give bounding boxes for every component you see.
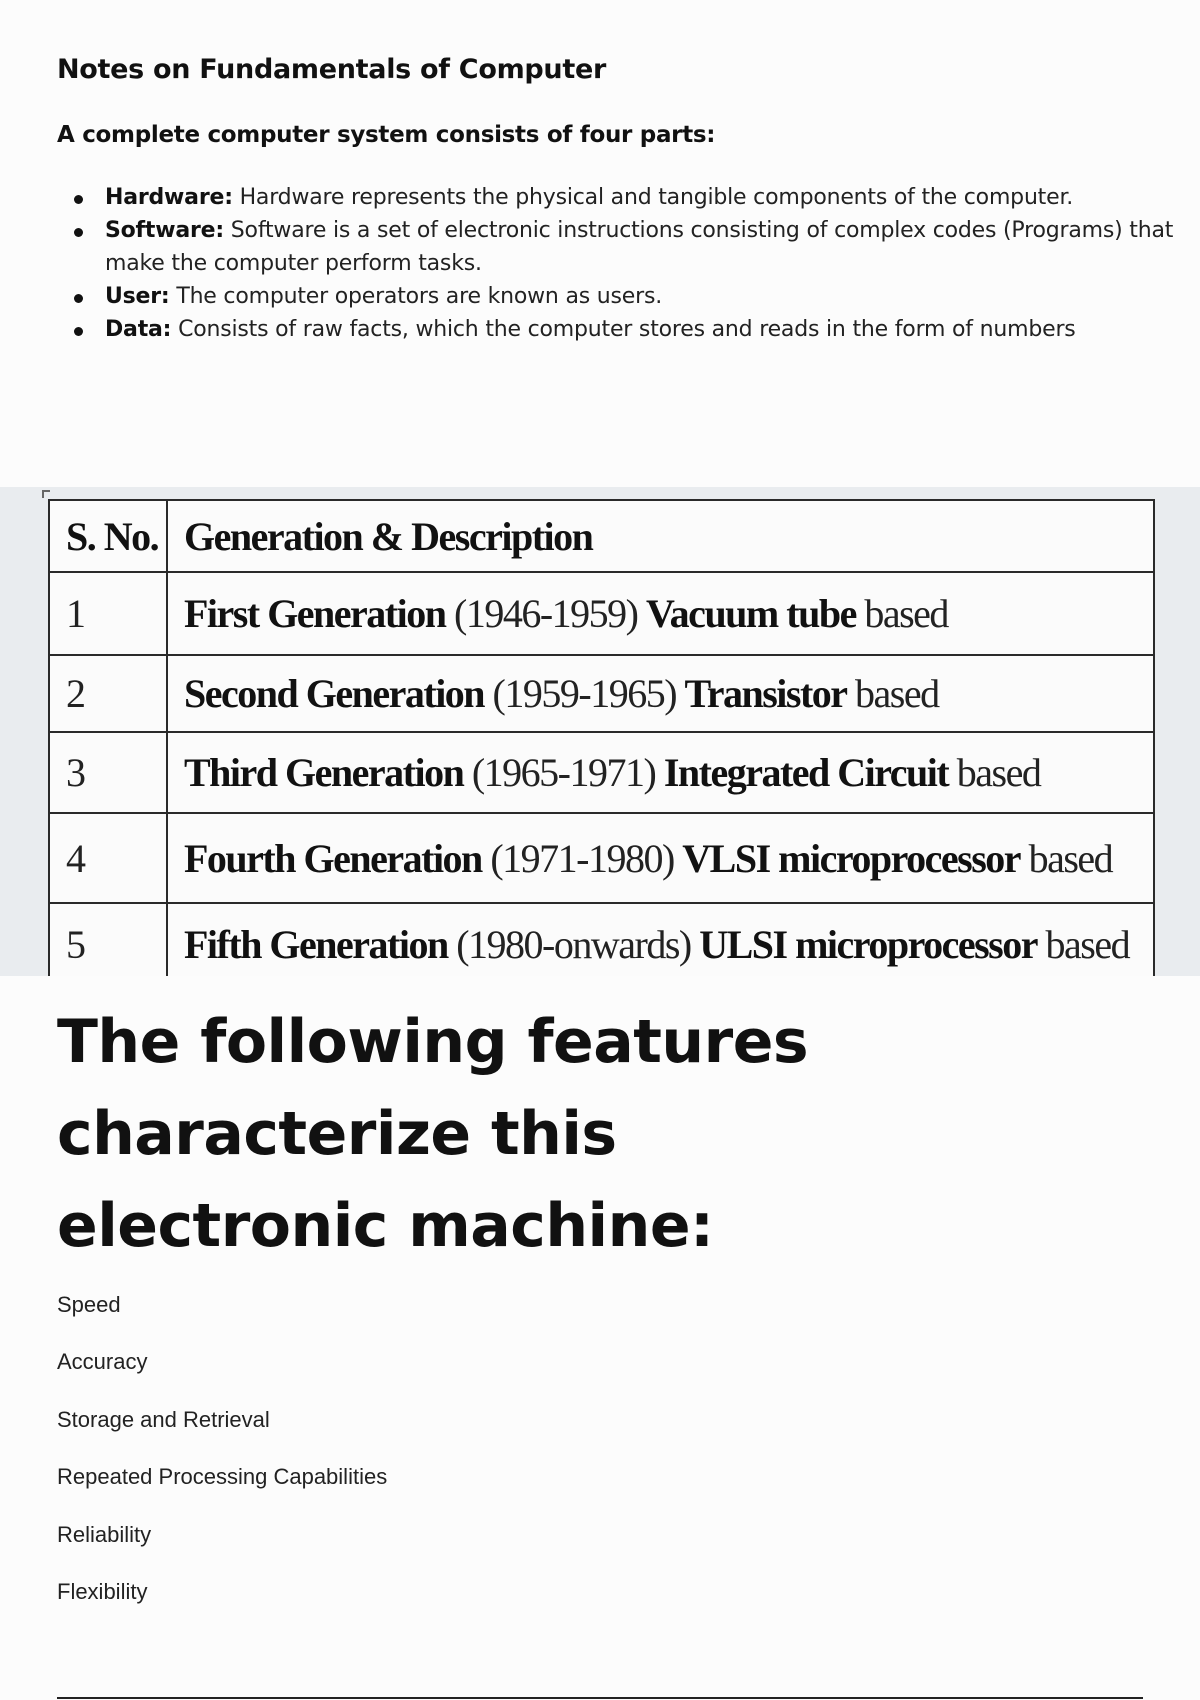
features-heading: The following features characterize this electronic machine: xyxy=(57,1007,809,1261)
term-label: Hardware: xyxy=(105,185,233,210)
generation-technology: ULSI microprocessor xyxy=(699,921,1038,967)
cell-description xyxy=(167,732,1154,813)
term-description: Consists of raw facts, which the computer stores and reads in the form of numbers xyxy=(171,317,1076,342)
document-title: Notes on Fundamentals of Computer xyxy=(57,54,606,85)
generation-technology: Transistor xyxy=(684,671,847,716)
generation-name: First Generation xyxy=(184,591,446,636)
generation-suffix: based xyxy=(956,750,1041,795)
feature-item: Repeated Processing Capabilities xyxy=(57,1464,388,1490)
table-row xyxy=(49,655,1154,732)
cell-sno: 5 xyxy=(49,903,167,976)
generation-years: (1946-1959) xyxy=(454,591,638,636)
feature-item: Storage and Retrieval xyxy=(57,1406,270,1432)
table-move-handle-icon xyxy=(42,490,50,498)
cell-sno: 3 xyxy=(49,732,167,813)
generation-suffix: based xyxy=(1045,921,1130,967)
feature-item: Reliability xyxy=(57,1521,152,1547)
generation-years: (1965-1971) xyxy=(471,750,656,795)
table-row xyxy=(49,572,1154,655)
term-description: The computer operators are known as users. xyxy=(169,284,663,309)
cell-sno: 2 xyxy=(49,655,167,732)
features-list xyxy=(57,1292,387,1636)
cell-description xyxy=(167,655,1154,732)
generation-years: (1980-onwards) xyxy=(456,921,691,967)
header-sno: S. No. xyxy=(49,500,167,572)
intro-text: A complete computer system consists of four parts: xyxy=(57,122,716,148)
generation-years: (1959-1965) xyxy=(492,671,677,716)
generation-name: Fourth Generation xyxy=(184,835,482,881)
generations-table xyxy=(48,499,1155,976)
table-row xyxy=(49,903,1154,976)
generation-name: Fifth Generation xyxy=(184,921,448,967)
list-item-user xyxy=(105,280,1175,313)
term-label: User: xyxy=(105,284,170,309)
generation-name: Third Generation xyxy=(184,750,464,795)
header-generation: Generation & Description xyxy=(167,500,1154,572)
generation-suffix: based xyxy=(855,671,939,716)
list-item-data xyxy=(105,313,1175,346)
cell-description xyxy=(167,903,1154,976)
generation-name: Second Generation xyxy=(184,671,485,716)
term-description: Hardware represents the physical and tangible components of the computer. xyxy=(232,185,1074,210)
table-row xyxy=(49,813,1154,903)
cell-description xyxy=(167,813,1154,903)
generation-suffix: based xyxy=(1028,835,1113,881)
list-item-software xyxy=(105,214,1175,280)
term-label: Data: xyxy=(105,317,172,342)
table-header-row xyxy=(49,500,1154,572)
feature-item: Speed xyxy=(57,1292,121,1317)
table-row xyxy=(49,732,1154,813)
cell-sno: 4 xyxy=(49,813,167,903)
bottom-divider xyxy=(57,1697,1143,1699)
generation-years: (1971-1980) xyxy=(490,835,674,881)
term-description: Software is a set of electronic instructions consisting of complex codes (Programs) that make the computer perform tasks. xyxy=(105,218,1174,276)
generation-suffix: based xyxy=(864,591,948,636)
feature-item: Flexibility xyxy=(57,1578,148,1604)
generation-technology: VLSI microprocessor xyxy=(682,835,1021,881)
list-item-hardware xyxy=(105,181,1175,214)
feature-item: Accuracy xyxy=(57,1349,148,1375)
cell-description xyxy=(167,572,1154,655)
generations-table-image xyxy=(0,487,1200,976)
generation-technology: Vacuum tube xyxy=(645,591,856,636)
computer-parts-list xyxy=(105,181,1175,346)
term-label: Software: xyxy=(105,218,224,243)
cell-sno: 1 xyxy=(49,572,167,655)
generation-technology: Integrated Circuit xyxy=(663,750,949,795)
